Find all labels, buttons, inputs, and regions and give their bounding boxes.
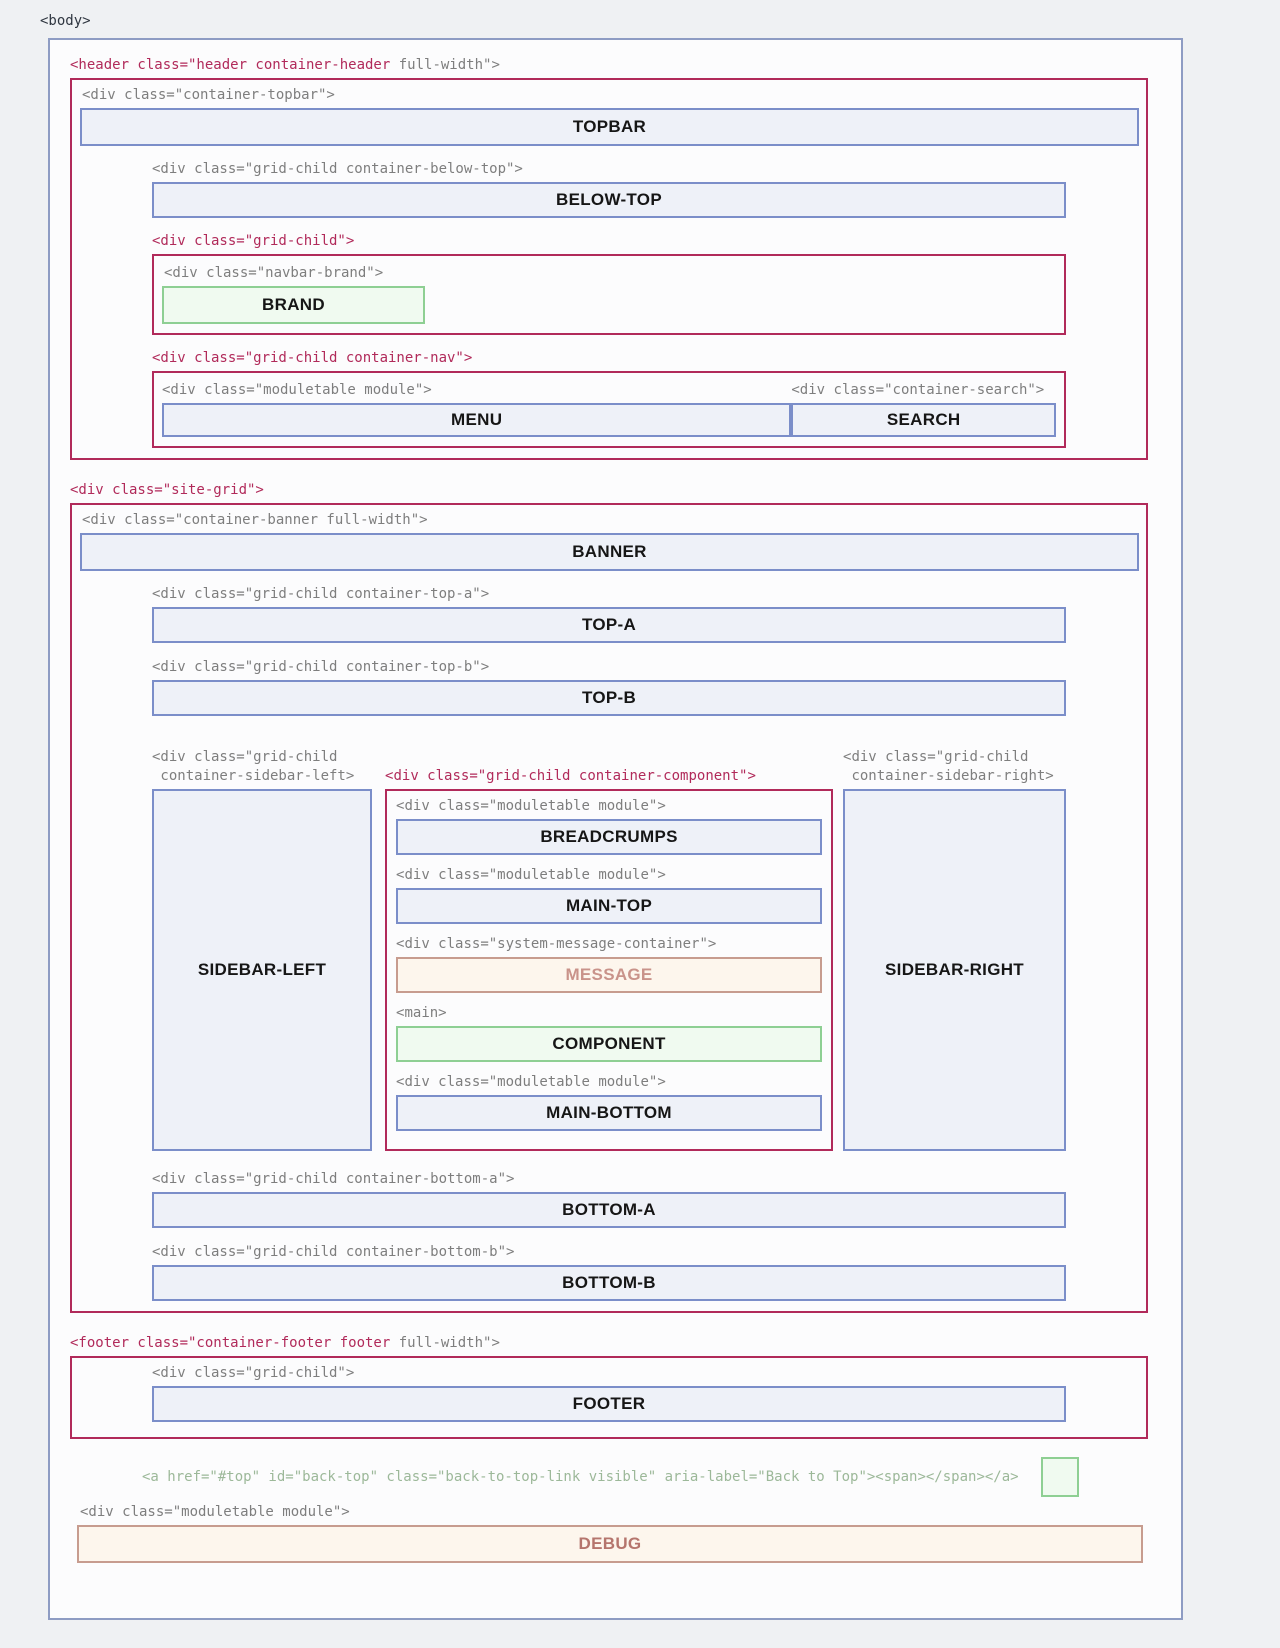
header-tag-label: <header class="header container-header full-width"> [70, 57, 500, 73]
debug-tag-label: <div class="moduletable module"> [80, 1504, 350, 1520]
main-tag-label: <main> [396, 1005, 447, 1021]
top-a-tag-label: <div class="grid-child container-top-a"> [152, 586, 490, 602]
main-bottom-box: MAIN-BOTTOM [396, 1095, 822, 1131]
footer-tag-label: <footer class="container-footer footer full-width"> [70, 1335, 500, 1351]
sidebar-right-tag-label: <div class="grid-child container-sidebar-right> [843, 749, 1054, 784]
grid-child-brand-tag-label: <div class="grid-child"> [152, 233, 355, 249]
header-frame [70, 78, 1148, 460]
body-box [48, 38, 1183, 1620]
back-to-top-code-label: <a href="#top" id="back-top" class="back-to-top-link visible" aria-label="Back to Top"><span></span></a> [142, 1468, 1019, 1485]
site-grid-frame [70, 503, 1148, 1313]
bottom-a-tag-label: <div class="grid-child container-bottom-a"> [152, 1171, 515, 1187]
back-to-top-box [1041, 1457, 1079, 1497]
search-box: SEARCH [791, 403, 1056, 437]
menu-tag-label: <div class="moduletable module"> [162, 382, 432, 398]
container-nav-tag-label: <div class="grid-child container-nav"> [152, 350, 473, 366]
bottom-a-box: BOTTOM-A [152, 1192, 1066, 1228]
navbar-brand-tag-label: <div class="navbar-brand"> [164, 265, 384, 281]
main-top-box: MAIN-TOP [396, 888, 822, 924]
below-top-tag-label: <div class="grid-child container-below-top"> [152, 161, 523, 177]
brand-box: BRAND [162, 286, 425, 324]
container-component-tag-label: <div class="grid-child container-component"> [385, 768, 756, 784]
search-tag-label: <div class="container-search"> [791, 382, 1045, 398]
component-box: COMPONENT [396, 1026, 822, 1062]
site-grid-tag-label: <div class="site-grid"> [70, 482, 264, 498]
message-tag-label: <div class="system-message-container"> [396, 936, 717, 952]
breadcrumbs-box: BREADCRUMPS [396, 819, 822, 855]
footer-box: FOOTER [152, 1386, 1066, 1422]
grid-child-brand-frame [152, 254, 1066, 335]
sidebar-right-box: SIDEBAR-RIGHT [843, 789, 1066, 1151]
container-nav-frame [152, 371, 1066, 448]
topbar-box: TOPBAR [80, 108, 1139, 146]
top-b-tag-label: <div class="grid-child container-top-b"> [152, 659, 490, 675]
main-bottom-tag-label: <div class="moduletable module"> [396, 1074, 666, 1090]
message-box: MESSAGE [396, 957, 822, 993]
banner-tag-label: <div class="container-banner full-width"> [82, 512, 428, 528]
sidebar-left-tag-label: <div class="grid-child container-sidebar-left> [152, 749, 355, 784]
bottom-b-box: BOTTOM-B [152, 1265, 1066, 1301]
debug-box: DEBUG [77, 1525, 1143, 1563]
banner-box: BANNER [80, 533, 1139, 571]
top-a-box: TOP-A [152, 607, 1066, 643]
body-tag-label: <body> [40, 13, 91, 29]
footer-grid-child-tag-label: <div class="grid-child"> [152, 1365, 355, 1381]
breadcrumbs-tag-label: <div class="moduletable module"> [396, 798, 666, 814]
menu-box: MENU [162, 403, 791, 437]
main-top-tag-label: <div class="moduletable module"> [396, 867, 666, 883]
footer-frame [70, 1356, 1148, 1439]
top-b-box: TOP-B [152, 680, 1066, 716]
sidebar-left-box: SIDEBAR-LEFT [152, 789, 372, 1151]
container-component-frame [385, 789, 833, 1151]
back-to-top-row [142, 1457, 1148, 1497]
topbar-tag-label: <div class="container-topbar"> [82, 87, 335, 103]
below-top-box: BELOW-TOP [152, 182, 1066, 218]
bottom-b-tag-label: <div class="grid-child container-bottom-b"> [152, 1244, 515, 1260]
